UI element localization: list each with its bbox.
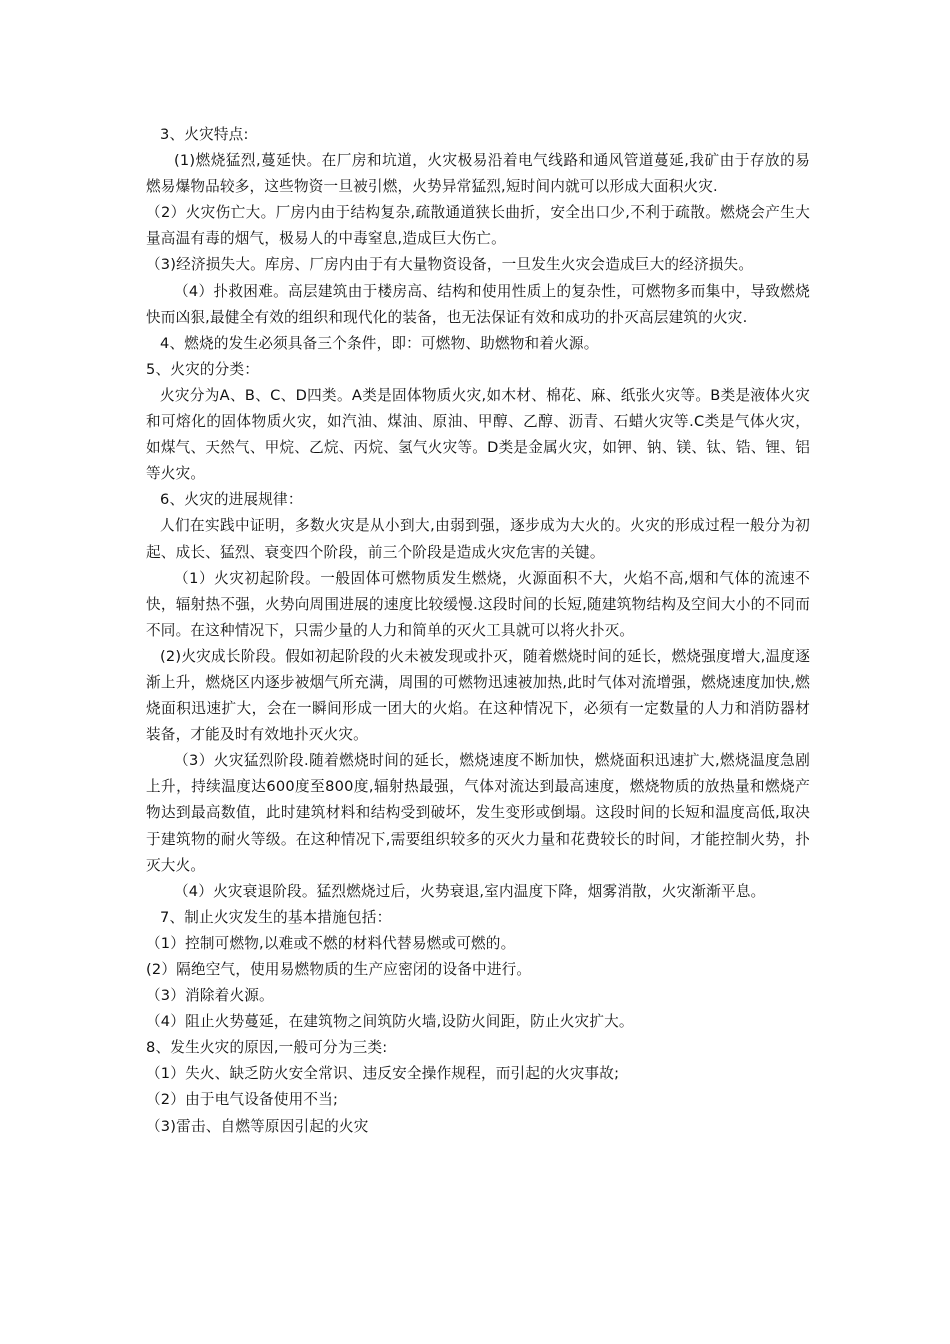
paragraph-decline-stage: （4）火灾衰退阶段。猛烈燃烧过后，火势衰退,室内温度下降，烟雾消散，火灾渐渐平息。 bbox=[174, 882, 766, 900]
section-heading-fire-causes: 8、发生火灾的原因,一般可分为三类: bbox=[146, 1039, 388, 1057]
section-heading-combustion-conditions: 4、燃烧的发生必须具备三个条件，即：可燃物、助燃物和着火源。 bbox=[160, 334, 599, 352]
document-body bbox=[146, 122, 810, 1140]
list-item-cause-electrical: （2）由于电气设备使用不当; bbox=[146, 1091, 339, 1109]
list-item-eliminate-ignition: （3）消除着火源。 bbox=[146, 987, 274, 1005]
section-heading-fire-classification: 5、火灾的分类： bbox=[146, 360, 260, 378]
paragraph-rescue-difficulty: （4）扑救困难。高层建筑由于楼房高、结构和使用性质上的复杂性，可燃物多而集中，导致燃烧快而凶狠,最健全有效的组织和现代化的装备，也无法保证有效和成功的扑灭高层建筑的火灾. bbox=[146, 282, 810, 326]
paragraph-fierce-stage: （3）火灾猛烈阶段.随着燃烧时间的延长，燃烧速度不断加快，燃烧面积迅速扩大,燃烧温度急剧上升，持续温度达600度至800度,辐射热最强，气体对流达到最高速度，燃烧物质的放热量和燃烧产物达到最高数值，此时建筑材料和结构受到破坏，发生变形或倒塌。这段时间的长短和温度高低,取决于建筑物的耐火等级。在这种情况下,需要组织较多的灭火力量和花费较长的时间，才能控制火势，扑灭大火。 bbox=[146, 752, 810, 874]
paragraph-fire-classes: 火灾分为A、B、C、D四类。A类是固体物质火灾,如木材、棉花、麻、纸张火灾等。B类是液体火灾和可熔化的固体物质火灾，如汽油、煤油、原油、甲醇、乙醇、沥青、石蜡火灾等.C类是气体火灾，如煤气、天然气、甲烷、乙烷、丙烷、氢气火灾等。D类是金属火灾，如钾、钠、镁、钛、锆、锂、铝等火灾。 bbox=[146, 386, 810, 483]
list-item-control-combustibles: （1）控制可燃物,以难或不燃的材料代替易燃或可燃的。 bbox=[146, 934, 516, 952]
section-heading-prevention-measures: 7、制止火灾发生的基本措施包括： bbox=[160, 908, 392, 926]
list-item-cause-negligence: （1）失火、缺乏防火安全常识、违反安全操作规程，而引起的火灾事故; bbox=[146, 1065, 620, 1083]
paragraph-economic-loss: （3)经济损失大。库房、厂房内由于有大量物资设备，一旦发生火灾会造成巨大的经济损失。 bbox=[146, 256, 754, 274]
list-item-prevent-spread: （4）阻止火势蔓延，在建筑物之间筑防火墙,设防火间距，防止火灾扩大。 bbox=[146, 1013, 634, 1031]
section-heading-fire-characteristics: 3、火灾特点: bbox=[160, 126, 249, 143]
paragraph-progression-overview: 人们在实践中证明，多数火灾是从小到大,由弱到强，逐步成为大火的。火灾的形成过程一般分为初起、成长、猛烈、衰变四个阶段，前三个阶段是造成火灾危害的关键。 bbox=[146, 517, 810, 561]
section-heading-fire-progression: 6、火灾的进展规律： bbox=[160, 491, 303, 509]
paragraph-casualties: （2）火灾伤亡大。厂房内由于结构复杂,疏散通道狭长曲折，安全出口少,不利于疏散。燃烧会产生大量高温有毒的烟气，极易人的中毒窒息,造成巨大伤亡。 bbox=[146, 204, 810, 248]
list-item-isolate-air: (2）隔绝空气，使用易燃物质的生产应密闭的设备中进行。 bbox=[146, 961, 532, 978]
list-item-cause-lightning: （3)雷击、自燃等原因引起的火灾 bbox=[146, 1117, 369, 1135]
paragraph-initial-stage: （1）火灾初起阶段。一般固体可燃物质发生燃烧，火源面积不大，火焰不高,烟和气体的流速不快，辐射热不强，火势向周围进展的速度比较缓慢.这段时间的长短,随建筑物结构及空间大小的不同而不同。在这种情况下，只需少量的人力和简单的灭火工具就可以将火扑灭。 bbox=[146, 569, 810, 639]
paragraph-growth-stage: (2)火灾成长阶段。假如初起阶段的火未被发现或扑灭，随着燃烧时间的延长，燃烧强度增大,温度逐渐上升，燃烧区内逐步被烟气所充满，周围的可燃物迅速被加热,此时气体对流增强，燃烧速度加快,燃烧面积迅速扩大，会在一瞬间形成一团大的火焰。在这种情况下，必须有一定数量的人力和消防器材装备，才能及时有效地扑灭火灾。 bbox=[146, 647, 810, 744]
paragraph-fierce-burning: (1)燃烧猛烈,蔓延快。在厂房和坑道，火灾极易沿着电气线路和通风管道蔓延,我矿由于存放的易燃易爆物品较多，这些物资一旦被引燃，火势异常猛烈,短时间内就可以形成大面积火灾. bbox=[146, 152, 810, 196]
